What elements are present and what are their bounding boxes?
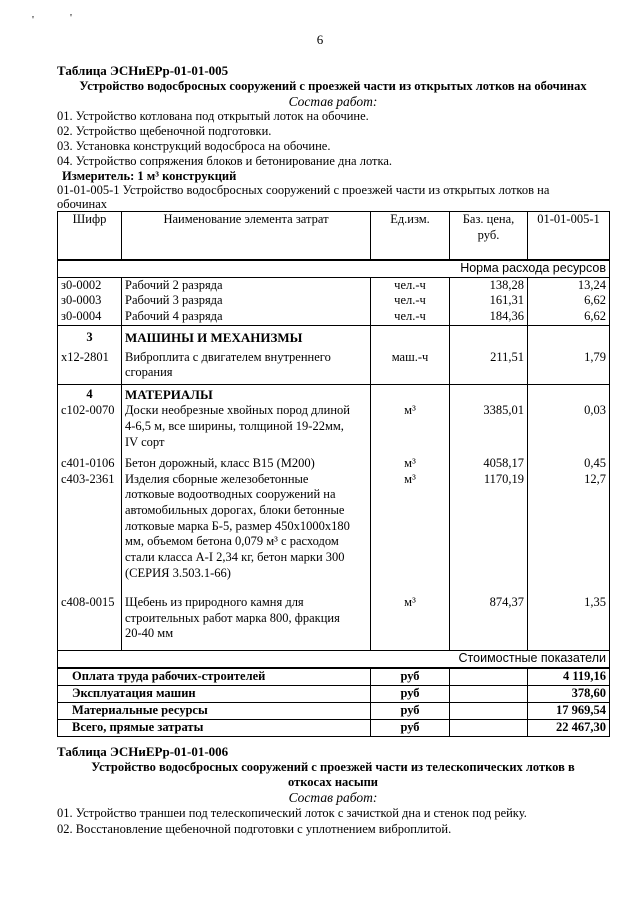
col-header-price-line: руб. (477, 227, 500, 242)
cost-note-row (58, 651, 610, 668)
table2-heading: откосах насыпи (287, 775, 378, 789)
row-name (122, 472, 371, 595)
row-unit: маш.-ч (371, 346, 450, 385)
table1-heading: Устройство водосбросных сооружений с проезжей части из открытых лотков на обочинах (79, 79, 587, 93)
row-name (122, 595, 371, 650)
total-row (58, 719, 610, 736)
table-row (58, 293, 610, 309)
row-name-line: мм, объемом бетона 0,079 м³ с расходом (125, 534, 339, 549)
row-code: с408-0015 (58, 595, 122, 650)
total-value: 4 119,16 (528, 668, 610, 686)
col-header-price (450, 212, 528, 261)
section-title: МАТЕРИАЛЫ (122, 385, 371, 404)
row-norm: 13,24 (528, 277, 610, 293)
row-price: 161,31 (450, 293, 528, 309)
row-norm: 6,62 (528, 309, 610, 325)
table2-title: Таблица ЭСНиЕРр-01-01-006 (57, 744, 229, 759)
row-unit: чел.-ч (371, 293, 450, 309)
cost-note: Стоимостные показатели (58, 651, 610, 668)
table-header-row (58, 212, 610, 261)
row-code: с401-0106 (58, 456, 122, 472)
row-code: з0-0004 (58, 309, 122, 325)
scope-item: 02. Восстановление щебеночной подготовки с уплотнением виброплитой. (57, 822, 452, 836)
section-row (58, 385, 610, 404)
row-unit: чел.-ч (371, 309, 450, 325)
row-name-line: 4-6,5 м, все ширины, толщиной 19-22мм, (125, 418, 344, 433)
row-code: з0-0002 (58, 277, 122, 293)
row-name-line: Виброплита с двигателем внутреннего (125, 349, 331, 364)
scope-item: 04. Устройство сопряжения блоков и бетонирование дна лотка. (57, 154, 393, 168)
row-name-line: (СЕРИЯ 3.503.1-66) (125, 565, 231, 580)
row-unit: чел.-ч (371, 277, 450, 293)
norm-note-row (58, 260, 610, 277)
total-label: Материальные ресурсы (58, 702, 371, 719)
resource-table (57, 211, 610, 737)
table-row (58, 456, 610, 472)
row-name-line: Щебень из природного камня для (125, 595, 304, 610)
scope-item: 03. Установка конструкций водосброса на обочине. (57, 139, 331, 153)
row-unit: м³ (371, 595, 450, 650)
scope-item: 02. Устройство щебеночной подготовки. (57, 124, 272, 138)
row-name-line: Изделия сборные железобетонные (125, 471, 309, 486)
row-name-line: стали класса А-I 2,34 кг, бетон марки 300 (125, 549, 345, 564)
row-price: 184,36 (450, 309, 528, 325)
table1-scope-title: Состав работ: (288, 94, 378, 109)
col-header-code: Шифр (58, 212, 122, 261)
total-value: 22 467,30 (528, 719, 610, 736)
total-unit: руб (371, 719, 450, 736)
row-unit: м³ (371, 403, 450, 456)
scan-dot: ' (70, 12, 72, 24)
row-price: 138,28 (450, 277, 528, 293)
row-code: з0-0003 (58, 293, 122, 309)
total-row (58, 668, 610, 686)
table-row (58, 403, 610, 456)
row-norm: 6,62 (528, 293, 610, 309)
row-norm: 0,03 (528, 403, 610, 456)
row-name-line: строительных работ марка 800, фракция (125, 610, 340, 625)
row-code: с102-0070 (58, 403, 122, 456)
row-name-line: автомобильных дорогах, блоки бетонные (125, 503, 345, 517)
row-name: Бетон дорожный, класс В15 (М200) (122, 456, 371, 472)
row-name (122, 403, 371, 456)
total-unit: руб (371, 685, 450, 702)
table2-scope-title: Состав работ: (288, 790, 378, 805)
row-code: х12-2801 (58, 346, 122, 385)
section-number: 3 (58, 325, 122, 346)
table1-meter: Измеритель: 1 м³ конструкций (62, 169, 237, 183)
row-norm: 0,45 (528, 456, 610, 472)
row-unit: м³ (371, 472, 450, 595)
col-header-norm: 01-01-005-1 (528, 212, 610, 261)
col-header-price-line: Баз. цена, (462, 212, 515, 226)
row-price: 211,51 (450, 346, 528, 385)
row-name-line: 20-40 мм (125, 626, 174, 641)
row-name-line: Доски необрезные хвойных пород длиной (125, 403, 350, 418)
row-price: 874,37 (450, 595, 528, 650)
table-row (58, 309, 610, 325)
table1-title: Таблица ЭСНиЕРр-01-01-005 (57, 63, 229, 78)
total-label: Оплата труда рабочих-строителей (58, 668, 371, 686)
row-norm: 1,35 (528, 595, 610, 650)
row-price: 1170,19 (450, 472, 528, 595)
page-number: 6 (316, 32, 324, 47)
table1-caption: 01-01-005-1 Устройство водосбросных сооружений с проезжей части из открытых лотков на (57, 183, 550, 197)
row-name-line: лотковые водоотводных сооружений на (125, 487, 336, 502)
row-unit: м³ (371, 456, 450, 472)
row-name-line: IV сорт (125, 434, 165, 449)
table1-caption: обочинах (57, 197, 107, 211)
norm-note: Норма расхода ресурсов (58, 260, 610, 277)
row-price: 3385,01 (450, 403, 528, 456)
scan-dot: ' (32, 14, 34, 26)
total-unit: руб (371, 668, 450, 686)
total-unit: руб (371, 702, 450, 719)
row-name: Рабочий 3 разряда (122, 293, 371, 309)
row-name: Рабочий 4 разряда (122, 309, 371, 325)
table-row (58, 595, 610, 650)
table-row (58, 472, 610, 595)
row-name (122, 346, 371, 385)
row-norm: 1,79 (528, 346, 610, 385)
row-price: 4058,17 (450, 456, 528, 472)
total-label: Эксплуатация машин (58, 685, 371, 702)
total-row (58, 702, 610, 719)
table2-heading: Устройство водосбросных сооружений с проезжей части из телескопических лотков в (91, 760, 575, 774)
row-name: Рабочий 2 разряда (122, 277, 371, 293)
row-code: с403-2361 (58, 472, 122, 595)
table-row (58, 277, 610, 293)
total-label: Всего, прямые затраты (58, 719, 371, 736)
section-title: МАШИНЫ И МЕХАНИЗМЫ (122, 325, 371, 346)
col-header-name: Наименование элемента затрат (122, 212, 371, 261)
table-row (58, 346, 610, 385)
col-header-unit: Ед.изм. (371, 212, 450, 261)
scan-marks (30, 12, 90, 24)
scope-item: 01. Устройство котлована под открытый лоток на обочине. (57, 109, 369, 123)
section-number: 4 (58, 385, 122, 404)
row-name-line: лотковые марка Б-5, размер 450x1000x180 (125, 518, 350, 533)
row-name-line: сгорания (125, 365, 173, 380)
scope-item: 01. Устройство траншеи под телескопический лоток с зачисткой дна и стенок под рейку. (57, 806, 527, 820)
row-norm: 12,7 (528, 472, 610, 595)
total-value: 17 969,54 (528, 702, 610, 719)
total-value: 378,60 (528, 685, 610, 702)
section-row (58, 325, 610, 346)
total-row (58, 685, 610, 702)
